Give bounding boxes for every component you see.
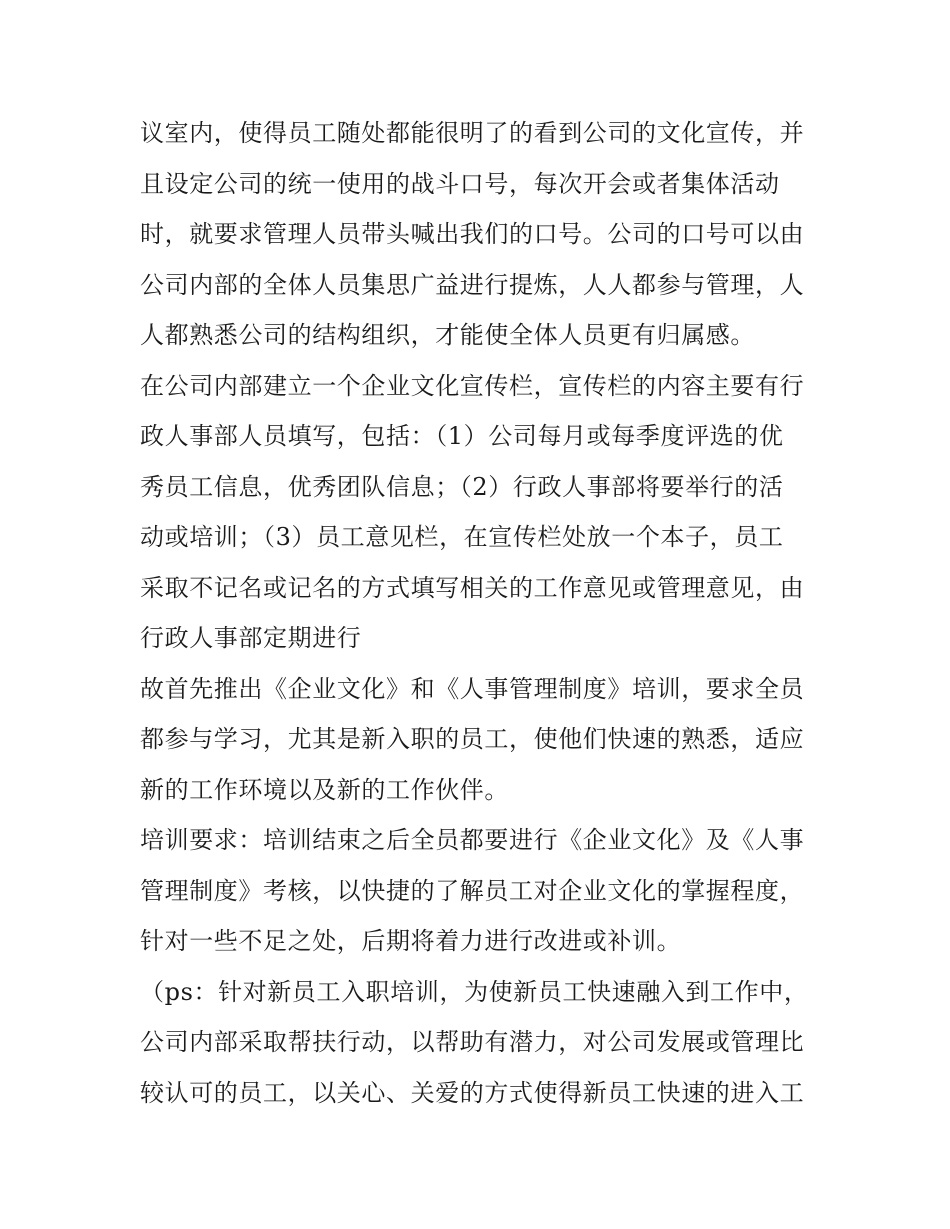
text-line: 针对一些不足之处，后期将着力进行改进或补训。 (140, 927, 682, 955)
text-line: 管理制度》考核，以快捷的了解员工对企业文化的掌握程度， (140, 876, 805, 905)
text-line: 公司内部的全体人员集思广益进行提炼，人人都参与管理，人 (140, 270, 805, 299)
text-line: 时，就要求管理人员带头喊出我们的口号。公司的口号可以由 (140, 220, 805, 248)
text-line: 培训要求：培训结束之后全员都要进行《企业文化》及《人事 (140, 826, 805, 854)
text-line: 政人事部人员填写，包括：（1）公司每月或每季度评选的优 (140, 422, 784, 450)
body-text (140, 108, 820, 1118)
text-line: 公司内部采取帮扶行动，以帮助有潜力，对公司发展或管理比 (140, 1028, 805, 1056)
text-line: 动或培训；（3）员工意见栏，在宣传栏处放一个本子，员工 (140, 523, 784, 551)
text-line: 行政人事部定期进行 (140, 624, 362, 652)
text-line: 新的工作环境以及新的工作伙伴。 (140, 775, 509, 804)
text-line: 较认可的员工，以关心、关爱的方式使得新员工快速的进入工 (140, 1078, 805, 1107)
text-line: 采取不记名或记名的方式填写相关的工作意见或管理意见，由 (140, 573, 805, 602)
text-line: 秀员工信息，优秀团队信息；（2）行政人事部将要举行的活 (140, 472, 784, 501)
text-line: 在公司内部建立一个企业文化宣传栏，宣传栏的内容主要有行 (140, 371, 805, 400)
text-line: 故首先推出《企业文化》和《人事管理制度》培训，要求全员 (140, 674, 805, 703)
text-line: 且设定公司的统一使用的战斗口号，每次开会或者集体活动 (140, 169, 780, 198)
text-line: 人都熟悉公司的结构组织，才能使全体人员更有归属感。 (140, 321, 755, 349)
text-line: 议室内，使得员工随处都能很明了的看到公司的文化宣传，并 (140, 119, 805, 147)
text-line: 都参与学习，尤其是新入职的员工，使他们快速的熟悉，适应 (140, 725, 805, 753)
text-line: （ps：针对新员工入职培训，为使新员工快速融入到工作中， (140, 977, 809, 1006)
